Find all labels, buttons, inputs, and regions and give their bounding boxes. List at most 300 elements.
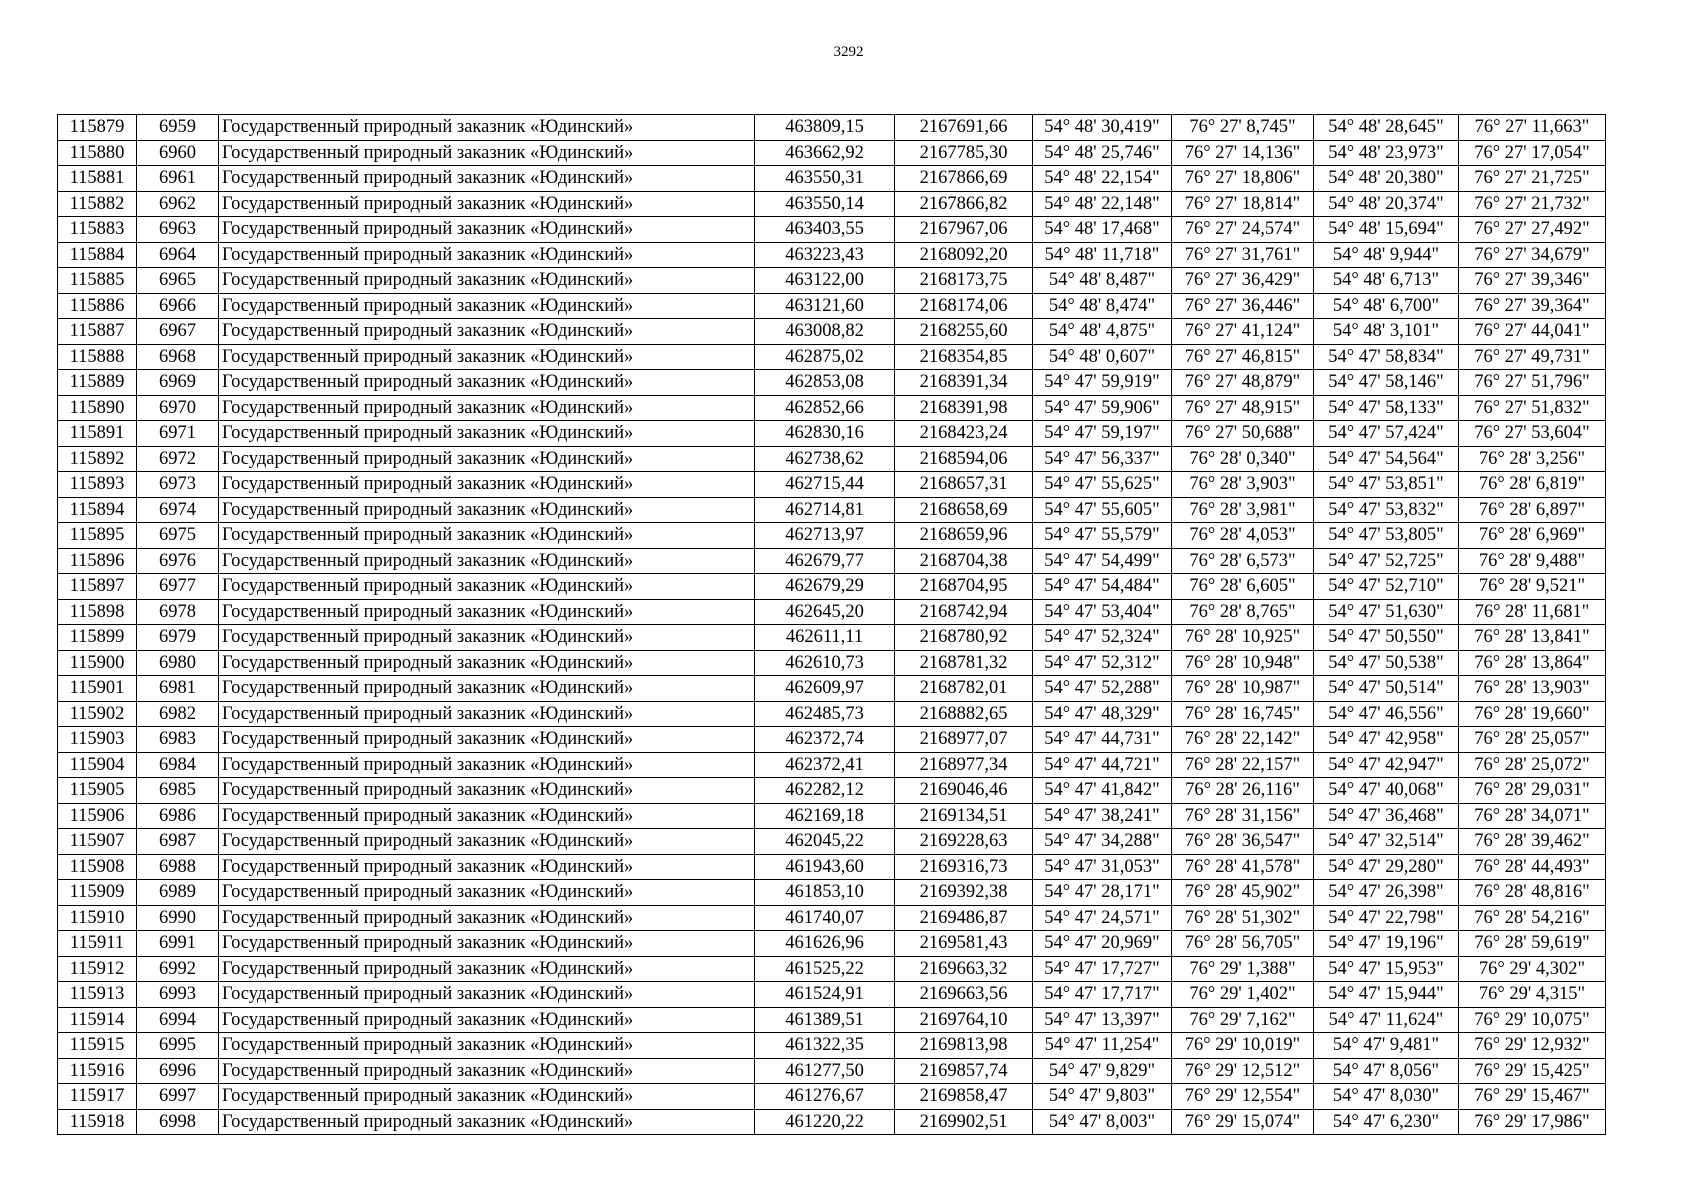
x-coordinate-cell: 461525,22 [755,956,895,982]
latitude-2-cell: 54° 47' 50,538" [1314,650,1459,676]
point-number-cell: 6983 [137,727,219,753]
latitude-1-cell: 54° 47' 56,337" [1033,446,1172,472]
table-row [58,395,1606,421]
longitude-1-cell: 76° 27' 36,446" [1172,293,1314,319]
row-number-cell: 115886 [58,293,137,319]
latitude-1-cell: 54° 47' 9,829" [1033,1058,1172,1084]
latitude-2-cell: 54° 47' 15,944" [1314,982,1459,1008]
y-coordinate-cell: 2168594,06 [895,446,1033,472]
y-coordinate-cell: 2168782,01 [895,676,1033,702]
longitude-1-cell: 76° 28' 22,142" [1172,727,1314,753]
name-cell: Государственный природный заказник «Юдинский» [219,395,755,421]
table-row [58,752,1606,778]
table-row [58,625,1606,651]
y-coordinate-cell: 2169581,43 [895,931,1033,957]
latitude-2-cell: 54° 47' 58,834" [1314,344,1459,370]
name-cell: Государственный природный заказник «Юдинский» [219,982,755,1008]
x-coordinate-cell: 462679,29 [755,574,895,600]
latitude-1-cell: 54° 47' 31,053" [1033,854,1172,880]
x-coordinate-cell: 462609,97 [755,676,895,702]
latitude-2-cell: 54° 47' 50,514" [1314,676,1459,702]
point-number-cell: 6960 [137,140,219,166]
longitude-2-cell: 76° 29' 10,075" [1459,1007,1606,1033]
longitude-2-cell: 76° 27' 51,832" [1459,395,1606,421]
longitude-1-cell: 76° 28' 0,340" [1172,446,1314,472]
row-number-cell: 115904 [58,752,137,778]
x-coordinate-cell: 461740,07 [755,905,895,931]
row-number-cell: 115881 [58,166,137,192]
latitude-2-cell: 54° 47' 57,424" [1314,421,1459,447]
longitude-1-cell: 76° 28' 6,605" [1172,574,1314,600]
latitude-2-cell: 54° 48' 23,973" [1314,140,1459,166]
row-number-cell: 115880 [58,140,137,166]
page-number: 3292 [833,44,864,60]
latitude-2-cell: 54° 47' 26,398" [1314,880,1459,906]
longitude-2-cell: 76° 28' 29,031" [1459,778,1606,804]
latitude-2-cell: 54° 47' 53,805" [1314,523,1459,549]
latitude-2-cell: 54° 48' 20,380" [1314,166,1459,192]
row-number-cell: 115879 [58,115,137,141]
longitude-2-cell: 76° 29' 15,467" [1459,1084,1606,1110]
longitude-2-cell: 76° 29' 15,425" [1459,1058,1606,1084]
name-cell: Государственный природный заказник «Юдинский» [219,242,755,268]
y-coordinate-cell: 2169228,63 [895,829,1033,855]
latitude-2-cell: 54° 47' 40,068" [1314,778,1459,804]
table-row [58,931,1606,957]
latitude-2-cell: 54° 48' 6,713" [1314,268,1459,294]
longitude-2-cell: 76° 28' 44,493" [1459,854,1606,880]
name-cell: Государственный природный заказник «Юдинский» [219,140,755,166]
longitude-1-cell: 76° 27' 31,761" [1172,242,1314,268]
row-number-cell: 115918 [58,1109,137,1135]
x-coordinate-cell: 462610,73 [755,650,895,676]
x-coordinate-cell: 461220,22 [755,1109,895,1135]
latitude-2-cell: 54° 47' 42,958" [1314,727,1459,753]
row-number-cell: 115913 [58,982,137,1008]
table-row [58,446,1606,472]
table-row [58,982,1606,1008]
y-coordinate-cell: 2169858,47 [895,1084,1033,1110]
table-row [58,599,1606,625]
name-cell: Государственный природный заказник «Юдинский» [219,625,755,651]
y-coordinate-cell: 2169134,51 [895,803,1033,829]
longitude-2-cell: 76° 28' 48,816" [1459,880,1606,906]
x-coordinate-cell: 462485,73 [755,701,895,727]
x-coordinate-cell: 463662,92 [755,140,895,166]
latitude-1-cell: 54° 48' 4,875" [1033,319,1172,345]
row-number-cell: 115889 [58,370,137,396]
x-coordinate-cell: 462853,08 [755,370,895,396]
point-number-cell: 6992 [137,956,219,982]
latitude-2-cell: 54° 47' 53,851" [1314,472,1459,498]
table-row [58,880,1606,906]
x-coordinate-cell: 463223,43 [755,242,895,268]
point-number-cell: 6969 [137,370,219,396]
longitude-1-cell: 76° 28' 16,745" [1172,701,1314,727]
latitude-2-cell: 54° 47' 19,196" [1314,931,1459,957]
y-coordinate-cell: 2168391,98 [895,395,1033,421]
row-number-cell: 115884 [58,242,137,268]
x-coordinate-cell: 462611,11 [755,625,895,651]
latitude-1-cell: 54° 48' 11,718" [1033,242,1172,268]
longitude-1-cell: 76° 29' 1,402" [1172,982,1314,1008]
name-cell: Государственный природный заказник «Юдинский» [219,676,755,702]
name-cell: Государственный природный заказник «Юдинский» [219,166,755,192]
row-number-cell: 115899 [58,625,137,651]
table-row [58,727,1606,753]
longitude-2-cell: 76° 28' 6,897" [1459,497,1606,523]
longitude-2-cell: 76° 27' 49,731" [1459,344,1606,370]
latitude-2-cell: 54° 47' 46,556" [1314,701,1459,727]
x-coordinate-cell: 462714,81 [755,497,895,523]
x-coordinate-cell: 461277,50 [755,1058,895,1084]
latitude-1-cell: 54° 47' 9,803" [1033,1084,1172,1110]
table-row [58,778,1606,804]
longitude-1-cell: 76° 28' 6,573" [1172,548,1314,574]
point-number-cell: 6972 [137,446,219,472]
latitude-2-cell: 54° 47' 53,832" [1314,497,1459,523]
y-coordinate-cell: 2168092,20 [895,242,1033,268]
row-number-cell: 115906 [58,803,137,829]
longitude-1-cell: 76° 29' 7,162" [1172,1007,1314,1033]
longitude-2-cell: 76° 27' 21,725" [1459,166,1606,192]
name-cell: Государственный природный заказник «Юдинский» [219,344,755,370]
name-cell: Государственный природный заказник «Юдинский» [219,905,755,931]
latitude-2-cell: 54° 47' 32,514" [1314,829,1459,855]
row-number-cell: 115915 [58,1033,137,1059]
y-coordinate-cell: 2167967,06 [895,217,1033,243]
table-row [58,803,1606,829]
table-row [58,701,1606,727]
table-row [58,1109,1606,1135]
latitude-2-cell: 54° 47' 9,481" [1314,1033,1459,1059]
name-cell: Государственный природный заказник «Юдинский» [219,1084,755,1110]
point-number-cell: 6990 [137,905,219,931]
table-row [58,905,1606,931]
point-number-cell: 6964 [137,242,219,268]
name-cell: Государственный природный заказник «Юдинский» [219,803,755,829]
point-number-cell: 6967 [137,319,219,345]
point-number-cell: 6996 [137,1058,219,1084]
name-cell: Государственный природный заказник «Юдинский» [219,829,755,855]
row-number-cell: 115892 [58,446,137,472]
point-number-cell: 6988 [137,854,219,880]
x-coordinate-cell: 461943,60 [755,854,895,880]
name-cell: Государственный природный заказник «Юдинский» [219,1007,755,1033]
name-cell: Государственный природный заказник «Юдинский» [219,1058,755,1084]
name-cell: Государственный природный заказник «Юдинский» [219,778,755,804]
coordinates-table [57,114,1606,1135]
longitude-1-cell: 76° 27' 50,688" [1172,421,1314,447]
name-cell: Государственный природный заказник «Юдинский» [219,650,755,676]
longitude-1-cell: 76° 27' 18,814" [1172,191,1314,217]
longitude-2-cell: 76° 28' 54,216" [1459,905,1606,931]
x-coordinate-cell: 462679,77 [755,548,895,574]
table-row [58,319,1606,345]
y-coordinate-cell: 2167866,82 [895,191,1033,217]
latitude-2-cell: 54° 47' 8,056" [1314,1058,1459,1084]
x-coordinate-cell: 462715,44 [755,472,895,498]
table-row [58,854,1606,880]
point-number-cell: 6973 [137,472,219,498]
row-number-cell: 115882 [58,191,137,217]
latitude-1-cell: 54° 47' 52,324" [1033,625,1172,651]
name-cell: Государственный природный заказник «Юдинский» [219,752,755,778]
x-coordinate-cell: 462372,74 [755,727,895,753]
longitude-2-cell: 76° 27' 44,041" [1459,319,1606,345]
latitude-2-cell: 54° 47' 52,725" [1314,548,1459,574]
name-cell: Государственный природный заказник «Юдинский» [219,523,755,549]
longitude-1-cell: 76° 28' 45,902" [1172,880,1314,906]
name-cell: Государственный природный заказник «Юдинский» [219,217,755,243]
row-number-cell: 115891 [58,421,137,447]
point-number-cell: 6959 [137,115,219,141]
longitude-1-cell: 76° 28' 10,948" [1172,650,1314,676]
name-cell: Государственный природный заказник «Юдинский» [219,115,755,141]
name-cell: Государственный природный заказник «Юдинский» [219,701,755,727]
longitude-1-cell: 76° 27' 48,879" [1172,370,1314,396]
row-number-cell: 115896 [58,548,137,574]
row-number-cell: 115901 [58,676,137,702]
table-row [58,650,1606,676]
table-row [58,421,1606,447]
y-coordinate-cell: 2168780,92 [895,625,1033,651]
longitude-2-cell: 76° 27' 34,679" [1459,242,1606,268]
latitude-1-cell: 54° 47' 28,171" [1033,880,1172,906]
name-cell: Государственный природный заказник «Юдинский» [219,319,755,345]
latitude-1-cell: 54° 48' 0,607" [1033,344,1172,370]
longitude-2-cell: 76° 27' 51,796" [1459,370,1606,396]
latitude-1-cell: 54° 47' 52,312" [1033,650,1172,676]
x-coordinate-cell: 463121,60 [755,293,895,319]
name-cell: Государственный природный заказник «Юдинский» [219,574,755,600]
latitude-1-cell: 54° 48' 25,746" [1033,140,1172,166]
y-coordinate-cell: 2168742,94 [895,599,1033,625]
point-number-cell: 6986 [137,803,219,829]
table-row [58,472,1606,498]
latitude-2-cell: 54° 47' 15,953" [1314,956,1459,982]
y-coordinate-cell: 2167866,69 [895,166,1033,192]
row-number-cell: 115905 [58,778,137,804]
y-coordinate-cell: 2169764,10 [895,1007,1033,1033]
row-number-cell: 115909 [58,880,137,906]
row-number-cell: 115911 [58,931,137,957]
longitude-1-cell: 76° 27' 8,745" [1172,115,1314,141]
longitude-1-cell: 76° 27' 41,124" [1172,319,1314,345]
longitude-1-cell: 76° 28' 10,925" [1172,625,1314,651]
point-number-cell: 6962 [137,191,219,217]
x-coordinate-cell: 463809,15 [755,115,895,141]
table-row [58,956,1606,982]
latitude-1-cell: 54° 47' 20,969" [1033,931,1172,957]
y-coordinate-cell: 2169663,56 [895,982,1033,1008]
row-number-cell: 115887 [58,319,137,345]
longitude-2-cell: 76° 28' 9,521" [1459,574,1606,600]
x-coordinate-cell: 461853,10 [755,880,895,906]
point-number-cell: 6991 [137,931,219,957]
latitude-1-cell: 54° 47' 54,499" [1033,548,1172,574]
point-number-cell: 6981 [137,676,219,702]
y-coordinate-cell: 2168977,34 [895,752,1033,778]
name-cell: Государственный природный заказник «Юдинский» [219,293,755,319]
longitude-1-cell: 76° 28' 8,765" [1172,599,1314,625]
latitude-1-cell: 54° 47' 8,003" [1033,1109,1172,1135]
latitude-2-cell: 54° 47' 52,710" [1314,574,1459,600]
row-number-cell: 115903 [58,727,137,753]
latitude-1-cell: 54° 47' 54,484" [1033,574,1172,600]
point-number-cell: 6977 [137,574,219,600]
x-coordinate-cell: 463008,82 [755,319,895,345]
longitude-1-cell: 76° 28' 3,981" [1172,497,1314,523]
row-number-cell: 115902 [58,701,137,727]
table-row [58,1033,1606,1059]
latitude-1-cell: 54° 47' 48,329" [1033,701,1172,727]
latitude-1-cell: 54° 47' 59,906" [1033,395,1172,421]
point-number-cell: 6978 [137,599,219,625]
x-coordinate-cell: 462875,02 [755,344,895,370]
row-number-cell: 115898 [58,599,137,625]
longitude-2-cell: 76° 29' 4,315" [1459,982,1606,1008]
longitude-1-cell: 76° 27' 18,806" [1172,166,1314,192]
longitude-2-cell: 76° 27' 39,364" [1459,293,1606,319]
name-cell: Государственный природный заказник «Юдинский» [219,421,755,447]
longitude-1-cell: 76° 27' 46,815" [1172,344,1314,370]
latitude-2-cell: 54° 48' 6,700" [1314,293,1459,319]
table-row [58,370,1606,396]
table-row [58,1084,1606,1110]
longitude-2-cell: 76° 28' 6,969" [1459,523,1606,549]
name-cell: Государственный природный заказник «Юдинский» [219,472,755,498]
name-cell: Государственный природный заказник «Юдинский» [219,599,755,625]
y-coordinate-cell: 2168657,31 [895,472,1033,498]
x-coordinate-cell: 461322,35 [755,1033,895,1059]
longitude-1-cell: 76° 27' 36,429" [1172,268,1314,294]
longitude-2-cell: 76° 28' 13,903" [1459,676,1606,702]
table-row [58,1058,1606,1084]
x-coordinate-cell: 462713,97 [755,523,895,549]
y-coordinate-cell: 2168391,34 [895,370,1033,396]
longitude-1-cell: 76° 28' 31,156" [1172,803,1314,829]
latitude-1-cell: 54° 47' 55,625" [1033,472,1172,498]
latitude-2-cell: 54° 47' 42,947" [1314,752,1459,778]
x-coordinate-cell: 463550,14 [755,191,895,217]
y-coordinate-cell: 2167785,30 [895,140,1033,166]
name-cell: Государственный природный заказник «Юдинский» [219,727,755,753]
latitude-1-cell: 54° 47' 44,731" [1033,727,1172,753]
y-coordinate-cell: 2169046,46 [895,778,1033,804]
latitude-1-cell: 54° 47' 24,571" [1033,905,1172,931]
latitude-2-cell: 54° 47' 54,564" [1314,446,1459,472]
longitude-2-cell: 76° 28' 6,819" [1459,472,1606,498]
y-coordinate-cell: 2168704,95 [895,574,1033,600]
y-coordinate-cell: 2169316,73 [895,854,1033,880]
table-row [58,268,1606,294]
x-coordinate-cell: 463122,00 [755,268,895,294]
row-number-cell: 115907 [58,829,137,855]
point-number-cell: 6966 [137,293,219,319]
longitude-1-cell: 76° 28' 41,578" [1172,854,1314,880]
table-row [58,166,1606,192]
latitude-2-cell: 54° 47' 6,230" [1314,1109,1459,1135]
latitude-2-cell: 54° 47' 8,030" [1314,1084,1459,1110]
latitude-2-cell: 54° 47' 22,798" [1314,905,1459,931]
name-cell: Государственный природный заказник «Юдинский» [219,1109,755,1135]
name-cell: Государственный природный заказник «Юдинский» [219,497,755,523]
x-coordinate-cell: 462645,20 [755,599,895,625]
latitude-1-cell: 54° 47' 55,605" [1033,497,1172,523]
table-row [58,1007,1606,1033]
row-number-cell: 115917 [58,1084,137,1110]
point-number-cell: 6998 [137,1109,219,1135]
point-number-cell: 6985 [137,778,219,804]
longitude-2-cell: 76° 27' 39,346" [1459,268,1606,294]
row-number-cell: 115910 [58,905,137,931]
longitude-1-cell: 76° 29' 12,554" [1172,1084,1314,1110]
latitude-1-cell: 54° 47' 13,397" [1033,1007,1172,1033]
latitude-1-cell: 54° 48' 22,148" [1033,191,1172,217]
point-number-cell: 6974 [137,497,219,523]
y-coordinate-cell: 2169813,98 [895,1033,1033,1059]
row-number-cell: 115883 [58,217,137,243]
latitude-2-cell: 54° 48' 15,694" [1314,217,1459,243]
x-coordinate-cell: 461389,51 [755,1007,895,1033]
point-number-cell: 6989 [137,880,219,906]
name-cell: Государственный природный заказник «Юдинский» [219,931,755,957]
longitude-2-cell: 76° 28' 3,256" [1459,446,1606,472]
point-number-cell: 6994 [137,1007,219,1033]
name-cell: Государственный природный заказник «Юдинский» [219,446,755,472]
name-cell: Государственный природный заказник «Юдинский» [219,880,755,906]
name-cell: Государственный природный заказник «Юдинский» [219,370,755,396]
row-number-cell: 115908 [58,854,137,880]
point-number-cell: 6982 [137,701,219,727]
name-cell: Государственный природный заказник «Юдинский» [219,268,755,294]
table-row [58,829,1606,855]
point-number-cell: 6995 [137,1033,219,1059]
longitude-1-cell: 76° 28' 56,705" [1172,931,1314,957]
longitude-1-cell: 76° 29' 12,512" [1172,1058,1314,1084]
longitude-2-cell: 76° 28' 13,841" [1459,625,1606,651]
point-number-cell: 6961 [137,166,219,192]
y-coordinate-cell: 2168173,75 [895,268,1033,294]
latitude-1-cell: 54° 47' 55,579" [1033,523,1172,549]
longitude-2-cell: 76° 29' 12,932" [1459,1033,1606,1059]
x-coordinate-cell: 462372,41 [755,752,895,778]
point-number-cell: 6997 [137,1084,219,1110]
latitude-2-cell: 54° 47' 36,468" [1314,803,1459,829]
longitude-2-cell: 76° 29' 4,302" [1459,956,1606,982]
longitude-1-cell: 76° 29' 1,388" [1172,956,1314,982]
latitude-1-cell: 54° 47' 11,254" [1033,1033,1172,1059]
latitude-1-cell: 54° 47' 34,288" [1033,829,1172,855]
longitude-2-cell: 76° 28' 11,681" [1459,599,1606,625]
point-number-cell: 6979 [137,625,219,651]
y-coordinate-cell: 2168704,38 [895,548,1033,574]
table-row [58,676,1606,702]
latitude-1-cell: 54° 47' 41,842" [1033,778,1172,804]
table-row [58,574,1606,600]
y-coordinate-cell: 2168977,07 [895,727,1033,753]
table-row [58,115,1606,141]
longitude-2-cell: 76° 28' 39,462" [1459,829,1606,855]
point-number-cell: 6993 [137,982,219,1008]
row-number-cell: 115912 [58,956,137,982]
latitude-1-cell: 54° 47' 17,727" [1033,956,1172,982]
table-row [58,242,1606,268]
latitude-2-cell: 54° 48' 9,944" [1314,242,1459,268]
x-coordinate-cell: 461626,96 [755,931,895,957]
latitude-1-cell: 54° 47' 38,241" [1033,803,1172,829]
